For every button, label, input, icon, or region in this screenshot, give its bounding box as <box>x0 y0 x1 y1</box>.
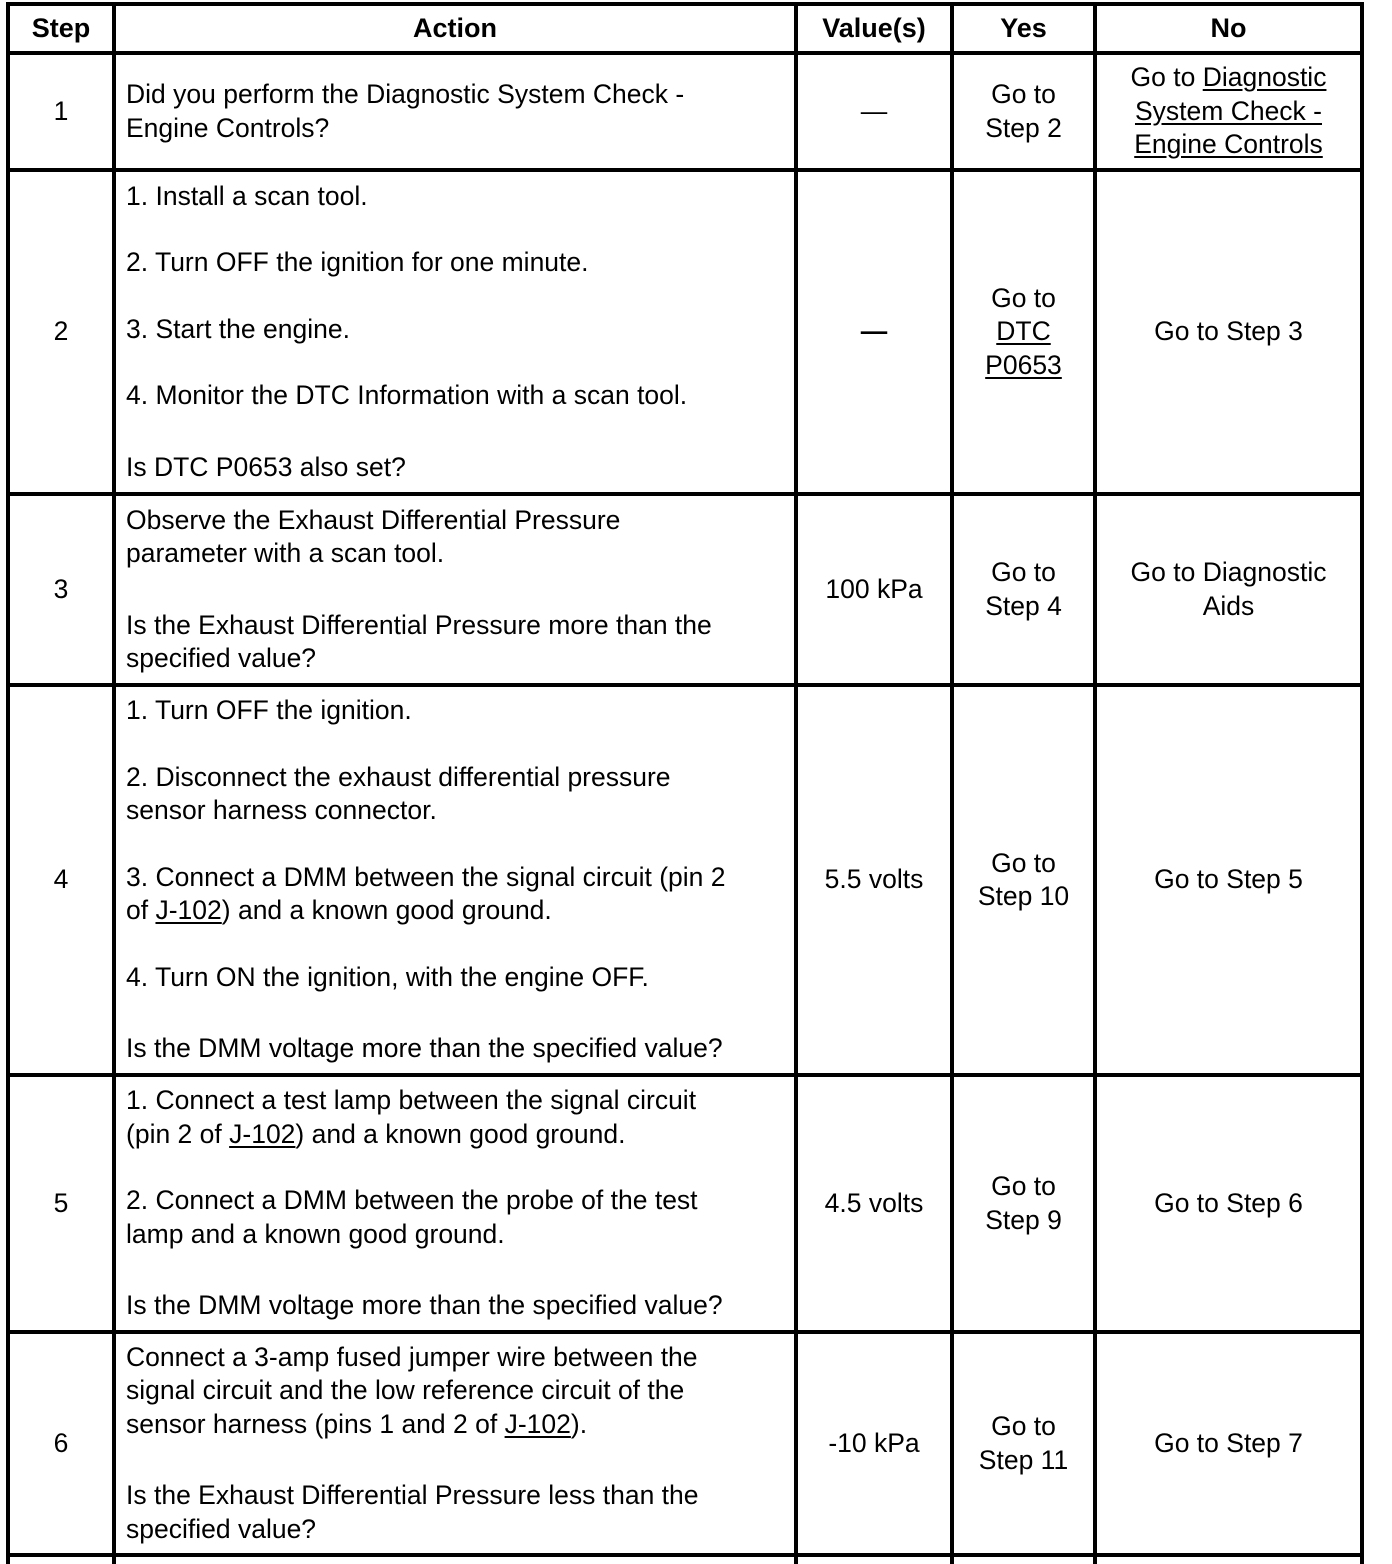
diagnostic-system-check-link[interactable]: Diagnostic <box>1202 62 1327 93</box>
action-step: 1. Install a scan tool. <box>126 180 368 211</box>
action-question: Is the Exhaust Differential Pressure more than the <box>126 609 712 640</box>
no-text: Go to Step 6 <box>1154 1187 1303 1218</box>
no-text: Aids <box>1202 590 1255 621</box>
header-step <box>10 6 112 51</box>
header-no-label: No <box>1210 12 1247 43</box>
yes-cell <box>954 1334 1093 1553</box>
header-yes <box>954 6 1093 51</box>
action-question: Is the Exhaust Differential Pressure less than the <box>126 1480 699 1511</box>
yes-cell <box>954 55 1093 168</box>
step-number <box>10 1334 112 1553</box>
value-text: 5.5 volts <box>824 864 924 895</box>
no-text: Go to Step 7 <box>1154 1427 1303 1458</box>
action-text: Observe the Exhaust Differential Pressure <box>126 504 621 535</box>
yes-text: Step 10 <box>977 881 1070 911</box>
value-cell <box>798 1334 950 1553</box>
action-text: signal circuit and the low reference circuit of the <box>126 1375 685 1406</box>
action-text: ) and a known good ground. <box>295 1118 626 1149</box>
step-number <box>10 687 112 1073</box>
action-cell <box>116 1077 794 1330</box>
action-step <box>126 894 788 928</box>
yes-text: Step 2 <box>985 112 1062 143</box>
yes-text: Go to <box>991 847 1056 878</box>
value-cell <box>798 172 950 492</box>
yes-cell <box>954 172 1093 492</box>
header-action <box>116 6 794 51</box>
action-text: sensor harness (pins 1 and 2 of <box>126 1408 505 1439</box>
action-step: 3. Connect a DMM between the signal circuit (pin 2 <box>126 861 726 892</box>
step-number-text: 5 <box>53 1187 69 1218</box>
action-step: 2. Turn OFF the ignition for one minute. <box>126 247 589 278</box>
action-text: Engine Controls? <box>126 112 330 143</box>
yes-text: Go to <box>991 1411 1056 1441</box>
yes-text: Go to <box>991 282 1056 313</box>
step-number-text: 3 <box>53 573 69 604</box>
action-step: 1. Connect a test lamp between the signal circuit <box>126 1085 697 1116</box>
value-text: -10 kPa <box>828 1427 920 1458</box>
action-cell <box>116 496 794 683</box>
yes-text: Step 4 <box>985 590 1062 621</box>
column-divider <box>1360 2 1364 1564</box>
action-step <box>126 1118 788 1152</box>
header-action-label: Action <box>413 12 497 43</box>
no-cell <box>1097 1077 1360 1330</box>
action-step: 2. Disconnect the exhaust differential pressure <box>126 761 671 792</box>
step-number <box>10 55 112 168</box>
no-cell <box>1097 172 1360 492</box>
value-cell <box>798 1077 950 1330</box>
action-cell <box>116 55 794 168</box>
action-step: sensor harness connector. <box>126 795 437 826</box>
diagnostic-system-check-link[interactable]: System Check - <box>1134 95 1322 126</box>
action-text: Connect a 3-amp fused jumper wire between the <box>126 1341 698 1372</box>
action-question: specified value? <box>126 1513 317 1544</box>
yes-text: Go to <box>991 79 1056 109</box>
row-divider <box>6 1553 1364 1557</box>
yes-cell <box>954 687 1093 1073</box>
action-step: 3. Start the engine. <box>126 313 350 344</box>
action-step: lamp and a known good ground. <box>126 1218 505 1249</box>
value-text: 4.5 volts <box>824 1187 924 1218</box>
no-cell <box>1097 496 1360 683</box>
yes-text: Step 9 <box>985 1204 1062 1235</box>
action-question: Is the DMM voltage more than the specified value? <box>126 1290 723 1321</box>
action-text <box>126 1408 788 1442</box>
header-values <box>798 6 950 51</box>
no-text: Go to Step 5 <box>1154 864 1303 895</box>
header-no <box>1097 6 1360 51</box>
no-text: Go to <box>1130 62 1203 93</box>
action-cell <box>116 687 794 1073</box>
step-number-text: 2 <box>53 316 69 347</box>
action-cell <box>116 1334 794 1553</box>
action-question: Is DTC P0653 also set? <box>126 451 406 482</box>
value-text: — <box>860 316 888 347</box>
action-step: 2. Connect a DMM between the probe of the test <box>126 1185 698 1216</box>
action-step: 4. Monitor the DTC Information with a scan tool. <box>126 380 688 411</box>
step-number <box>10 496 112 683</box>
step-number-text: 6 <box>53 1427 69 1458</box>
step-number-text: 4 <box>53 864 69 895</box>
dtc-p0653-link[interactable]: P0653 <box>985 349 1062 380</box>
yes-text: Go to <box>991 557 1056 587</box>
no-text: Go to Diagnostic <box>1130 557 1327 587</box>
action-question: Is the DMM voltage more than the specified value? <box>126 1033 723 1064</box>
step-number <box>10 172 112 492</box>
value-cell <box>798 496 950 683</box>
action-cell <box>116 172 794 492</box>
no-cell <box>1097 687 1360 1073</box>
yes-cell <box>954 496 1093 683</box>
value-cell <box>798 55 950 168</box>
j-102-link[interactable]: J-102 <box>504 1408 571 1439</box>
no-cell <box>1097 1334 1360 1553</box>
action-text: parameter with a scan tool. <box>126 538 445 568</box>
diagnostic-system-check-link[interactable]: Engine Controls <box>1134 129 1323 160</box>
action-text: Did you perform the Diagnostic System Check - <box>126 79 685 109</box>
yes-text: Go to <box>991 1171 1056 1201</box>
step-number <box>10 1077 112 1330</box>
j-102-link[interactable]: J-102 <box>229 1118 296 1149</box>
yes-text: Step 11 <box>978 1444 1069 1475</box>
action-text: ). <box>570 1408 588 1439</box>
yes-cell <box>954 1077 1093 1330</box>
action-step: 4. Turn ON the ignition, with the engine OFF. <box>126 961 649 992</box>
action-step: 1. Turn OFF the ignition. <box>126 695 412 726</box>
step-number-text: 1 <box>53 95 69 126</box>
header-values-label: Value(s) <box>822 12 926 43</box>
action-text: ) and a known good ground. <box>221 895 552 926</box>
action-text: of <box>126 895 156 926</box>
header-yes-label: Yes <box>1000 12 1047 43</box>
header-step-label: Step <box>31 12 91 43</box>
value-text: 100 kPa <box>825 573 923 604</box>
action-question: specified value? <box>126 643 317 673</box>
value-text: — <box>860 95 888 126</box>
dtc-p0653-link[interactable]: DTC <box>996 316 1051 347</box>
value-cell <box>798 687 950 1073</box>
no-cell <box>1097 55 1360 168</box>
no-text: Go to Step 3 <box>1154 316 1303 347</box>
action-text: (pin 2 of <box>126 1118 230 1149</box>
j-102-link[interactable]: J-102 <box>155 895 222 926</box>
